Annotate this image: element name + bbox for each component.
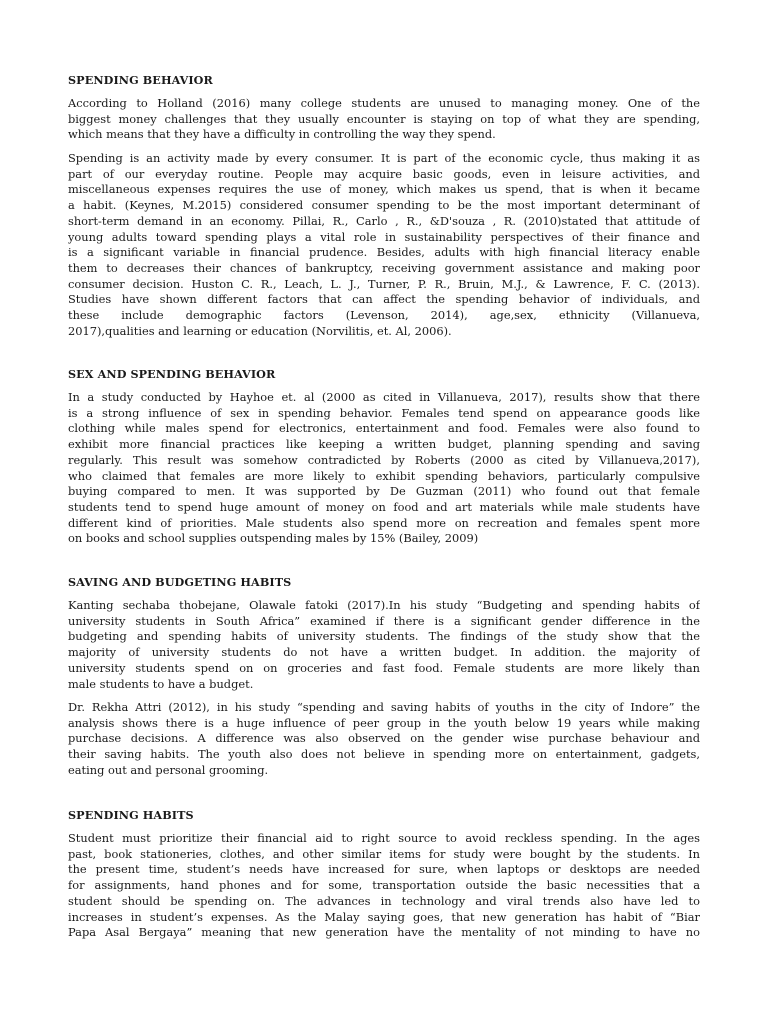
paragraph: Spending is an activity made by every consumer. It is part of the economic cycle, thus making it as part of our everyday routine. People may acquire basic goods, even in leisure activities, and miscellaneous expenses requires the use of money, which makes us spend, that is when it became a habit. (Keynes, M.2015) considered consumer spending to be the most important determinant of short-term demand in an economy. Pillai, R., Carlo , R., &D'souza , R. (2010)stated that attitude of young adults toward spending plays a vital role in sustainability perspectives of their finance and is a significant variable in financial prudence. Besides, adults with high financial literacy enable them to decreases their chances of bankruptcy, receiving government assistance and making poor consumer decision. Huston C. R., Leach, L. J., Turner, P. R., Bruin, M.J., & Lawrence, F. C. (2013). Studies have shown different factors that can affect the spending behavior of individuals, and these include demographic factors (Levenson, 2014), age,sex, ethnicity (Villanueva, 2017),qualities and learning or education (Norvilitis, et. Al, 2006). (68, 151, 700, 338)
paragraph: In a study conducted by Hayhoe et. al (2000 as cited in Villanueva, 2017), results show that there is a strong influence of sex in spending behavior. Females tend spend on appearance goods like clothing while males spend for electronics, entertainment and food. Females were also found to exhibit more financial practices like keeping a written budget, planning spending and saving regularly. This result was somehow contradicted by Roberts (2000 as cited by Villanueva,2017), who claimed that females are more likely to exhibit spending behaviors, particularly compulsive buying compared to men. It was supported by De Guzman (2011) who found out that female students tend to spend huge amount of money on food and art materials while male students have different kind of priorities. Male students also spend more on recreation and females spent more on books and school supplies outspending males by 15% (Bailey, 2009) (68, 390, 700, 546)
paragraph: According to Holland (2016) many college students are unused to managing money. One of the biggest money challenges that they usually encounter is staying on top of what they are spending, which means that they have a difficulty in controlling the way they spend. (68, 96, 700, 142)
paragraph: Student must prioritize their financial aid to right source to avoid reckless spending. In the ages past, book stationeries, clothes, and other similar items for study were bought by the students. In the present time, student’s needs have increased for sure, when laptops or desktops are needed for assignments, hand phones and for some, transportation outside the basic necessities that a student should be spending on. The advances in technology and viral trends also have led to increases in student’s expenses. As the Malay saying goes, that new generation has habit of “Biar Papa Asal Bergaya” meaning that new generation have the mentality of not minding to have no (68, 831, 700, 940)
paragraph: Kanting sechaba thobejane, Olawale fatoki (2017).In his study “Budgeting and spending habits of university students in South Africa” examined if there is a significant gender difference in the budgeting and spending habits of university students. The findings of the study show that the majority of university students do not have a written budget. In addition. the majority of university students spend on on groceries and fast food. Female students are more likely than male students to have a budget. (68, 598, 700, 691)
paragraph: Dr. Rekha Attri (2012), in his study “spending and saving habits of youths in the city of Indore” the analysis shows there is a huge influence of peer group in the youth below 19 years while making purchase decisions. A difference was also observed on the gender wise purchase behaviour and their saving habits. The youth also does not believe in spending more on entertainment, gadgets, eating out and personal grooming. (68, 700, 700, 777)
heading-sex-and-spending-behavior: SEX AND SPENDING BEHAVIOR (68, 367, 276, 381)
heading-saving-and-budgeting-habits: SAVING AND BUDGETING HABITS (68, 575, 292, 589)
heading-spending-behavior: SPENDING BEHAVIOR (68, 73, 213, 87)
heading-spending-habits: SPENDING HABITS (68, 808, 194, 822)
